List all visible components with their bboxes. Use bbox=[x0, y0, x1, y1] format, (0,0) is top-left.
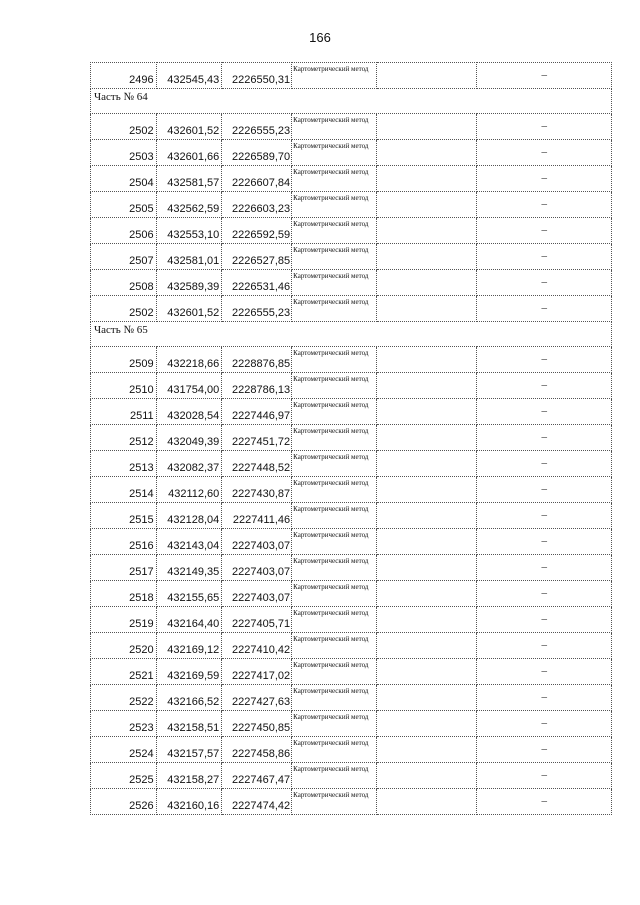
empty-cell bbox=[376, 763, 477, 789]
coordinates-table bbox=[90, 62, 612, 815]
dash-cell: – bbox=[477, 270, 612, 296]
point-number-cell: 2513 bbox=[91, 451, 157, 477]
x-coordinate-cell: 432601,52 bbox=[156, 114, 222, 140]
x-coordinate-cell: 432164,40 bbox=[156, 607, 222, 633]
y-coordinate-cell: 2227430,87 bbox=[222, 477, 292, 503]
x-coordinate-cell: 432149,35 bbox=[156, 555, 222, 581]
point-number-cell: 2504 bbox=[91, 166, 157, 192]
y-coordinate-cell: 2226550,31 bbox=[222, 63, 292, 89]
x-coordinate-cell: 432169,59 bbox=[156, 659, 222, 685]
dash-cell: – bbox=[477, 789, 612, 815]
empty-cell bbox=[376, 555, 477, 581]
method-cell: Картометрический метод bbox=[292, 711, 377, 737]
empty-cell bbox=[376, 218, 477, 244]
method-cell: Картометрический метод bbox=[292, 218, 377, 244]
method-cell: Картометрический метод bbox=[292, 244, 377, 270]
dash-cell: – bbox=[477, 529, 612, 555]
dash-cell: – bbox=[477, 114, 612, 140]
y-coordinate-cell: 2227450,85 bbox=[222, 711, 292, 737]
x-coordinate-cell: 432562,59 bbox=[156, 192, 222, 218]
x-coordinate-cell: 431754,00 bbox=[156, 373, 222, 399]
table-row bbox=[91, 711, 612, 737]
dash-cell: – bbox=[477, 451, 612, 477]
y-coordinate-cell: 2227451,72 bbox=[222, 425, 292, 451]
point-number-cell: 2510 bbox=[91, 373, 157, 399]
y-coordinate-cell: 2227467,47 bbox=[222, 763, 292, 789]
dash-cell: – bbox=[477, 711, 612, 737]
x-coordinate-cell: 432028,54 bbox=[156, 399, 222, 425]
x-coordinate-cell: 432553,10 bbox=[156, 218, 222, 244]
empty-cell bbox=[376, 607, 477, 633]
y-coordinate-cell: 2226603,23 bbox=[222, 192, 292, 218]
x-coordinate-cell: 432049,39 bbox=[156, 425, 222, 451]
point-number-cell: 2515 bbox=[91, 503, 157, 529]
method-cell: Картометрический метод bbox=[292, 347, 377, 373]
method-cell: Картометрический метод bbox=[292, 399, 377, 425]
y-coordinate-cell: 2228786,13 bbox=[222, 373, 292, 399]
empty-cell bbox=[376, 503, 477, 529]
method-cell: Картометрический метод bbox=[292, 140, 377, 166]
part-label: Часть № 64 bbox=[91, 89, 612, 114]
empty-cell bbox=[376, 789, 477, 815]
empty-cell bbox=[376, 399, 477, 425]
table-row bbox=[91, 114, 612, 140]
y-coordinate-cell: 2227405,71 bbox=[222, 607, 292, 633]
x-coordinate-cell: 432601,66 bbox=[156, 140, 222, 166]
x-coordinate-cell: 432581,57 bbox=[156, 166, 222, 192]
empty-cell bbox=[376, 425, 477, 451]
method-cell: Картометрический метод bbox=[292, 789, 377, 815]
table-row bbox=[91, 399, 612, 425]
table-row bbox=[91, 296, 612, 322]
dash-cell: – bbox=[477, 477, 612, 503]
point-number-cell: 2496 bbox=[91, 63, 157, 89]
page-number: 166 bbox=[309, 30, 331, 45]
empty-cell bbox=[376, 373, 477, 399]
method-cell: Картометрический метод bbox=[292, 296, 377, 322]
point-number-cell: 2503 bbox=[91, 140, 157, 166]
method-cell: Картометрический метод bbox=[292, 114, 377, 140]
x-coordinate-cell: 432082,37 bbox=[156, 451, 222, 477]
x-coordinate-cell: 432157,57 bbox=[156, 737, 222, 763]
point-number-cell: 2521 bbox=[91, 659, 157, 685]
y-coordinate-cell: 2226607,84 bbox=[222, 166, 292, 192]
method-cell: Картометрический метод bbox=[292, 192, 377, 218]
dash-cell: – bbox=[477, 373, 612, 399]
y-coordinate-cell: 2227458,86 bbox=[222, 737, 292, 763]
point-number-cell: 2511 bbox=[91, 399, 157, 425]
point-number-cell: 2516 bbox=[91, 529, 157, 555]
dash-cell: – bbox=[477, 763, 612, 789]
dash-cell: – bbox=[477, 140, 612, 166]
table-row bbox=[91, 607, 612, 633]
method-cell: Картометрический метод bbox=[292, 451, 377, 477]
dash-cell: – bbox=[477, 633, 612, 659]
y-coordinate-cell: 2227403,07 bbox=[222, 529, 292, 555]
x-coordinate-cell: 432112,60 bbox=[156, 477, 222, 503]
dash-cell: – bbox=[477, 218, 612, 244]
x-coordinate-cell: 432128,04 bbox=[156, 503, 222, 529]
empty-cell bbox=[376, 659, 477, 685]
empty-cell bbox=[376, 63, 477, 89]
point-number-cell: 2502 bbox=[91, 296, 157, 322]
table-row bbox=[91, 529, 612, 555]
dash-cell: – bbox=[477, 296, 612, 322]
method-cell: Картометрический метод bbox=[292, 477, 377, 503]
point-number-cell: 2512 bbox=[91, 425, 157, 451]
x-coordinate-cell: 432158,27 bbox=[156, 763, 222, 789]
y-coordinate-cell: 2226555,23 bbox=[222, 114, 292, 140]
dash-cell: – bbox=[477, 503, 612, 529]
coordinates-table-body bbox=[91, 63, 612, 815]
method-cell: Картометрический метод bbox=[292, 685, 377, 711]
table-row bbox=[91, 503, 612, 529]
table-row bbox=[91, 685, 612, 711]
method-cell: Картометрический метод bbox=[292, 659, 377, 685]
dash-cell: – bbox=[477, 347, 612, 373]
point-number-cell: 2514 bbox=[91, 477, 157, 503]
point-number-cell: 2524 bbox=[91, 737, 157, 763]
y-coordinate-cell: 2227410,42 bbox=[222, 633, 292, 659]
table-row bbox=[91, 555, 612, 581]
point-number-cell: 2520 bbox=[91, 633, 157, 659]
empty-cell bbox=[376, 737, 477, 763]
x-coordinate-cell: 432601,52 bbox=[156, 296, 222, 322]
empty-cell bbox=[376, 244, 477, 270]
table-row bbox=[91, 737, 612, 763]
table-row bbox=[91, 425, 612, 451]
dash-cell: – bbox=[477, 192, 612, 218]
dash-cell: – bbox=[477, 607, 612, 633]
method-cell: Картометрический метод bbox=[292, 166, 377, 192]
dash-cell: – bbox=[477, 555, 612, 581]
point-number-cell: 2509 bbox=[91, 347, 157, 373]
empty-cell bbox=[376, 529, 477, 555]
method-cell: Картометрический метод bbox=[292, 373, 377, 399]
point-number-cell: 2506 bbox=[91, 218, 157, 244]
method-cell: Картометрический метод bbox=[292, 581, 377, 607]
point-number-cell: 2518 bbox=[91, 581, 157, 607]
empty-cell bbox=[376, 711, 477, 737]
method-cell: Картометрический метод bbox=[292, 555, 377, 581]
x-coordinate-cell: 432143,04 bbox=[156, 529, 222, 555]
method-cell: Картометрический метод bbox=[292, 529, 377, 555]
point-number-cell: 2508 bbox=[91, 270, 157, 296]
y-coordinate-cell: 2228876,85 bbox=[222, 347, 292, 373]
empty-cell bbox=[376, 270, 477, 296]
empty-cell bbox=[376, 140, 477, 166]
dash-cell: – bbox=[477, 685, 612, 711]
point-number-cell: 2507 bbox=[91, 244, 157, 270]
table-row bbox=[91, 140, 612, 166]
empty-cell bbox=[376, 114, 477, 140]
method-cell: Картометрический метод bbox=[292, 270, 377, 296]
dash-cell: – bbox=[477, 244, 612, 270]
point-number-cell: 2523 bbox=[91, 711, 157, 737]
table-row bbox=[91, 763, 612, 789]
table-row bbox=[91, 373, 612, 399]
point-number-cell: 2526 bbox=[91, 789, 157, 815]
table-row bbox=[91, 347, 612, 373]
empty-cell bbox=[376, 477, 477, 503]
y-coordinate-cell: 2227403,07 bbox=[222, 581, 292, 607]
table-row bbox=[91, 192, 612, 218]
y-coordinate-cell: 2227448,52 bbox=[222, 451, 292, 477]
dash-cell: – bbox=[477, 581, 612, 607]
x-coordinate-cell: 432169,12 bbox=[156, 633, 222, 659]
point-number-cell: 2505 bbox=[91, 192, 157, 218]
empty-cell bbox=[376, 166, 477, 192]
method-cell: Картометрический метод bbox=[292, 63, 377, 89]
empty-cell bbox=[376, 296, 477, 322]
dash-cell: – bbox=[477, 737, 612, 763]
table-row bbox=[91, 244, 612, 270]
dash-cell: – bbox=[477, 659, 612, 685]
dash-cell: – bbox=[477, 166, 612, 192]
x-coordinate-cell: 432158,51 bbox=[156, 711, 222, 737]
method-cell: Картометрический метод bbox=[292, 633, 377, 659]
dash-cell: – bbox=[477, 63, 612, 89]
dash-cell: – bbox=[477, 425, 612, 451]
table-row bbox=[91, 63, 612, 89]
y-coordinate-cell: 2226592,59 bbox=[222, 218, 292, 244]
y-coordinate-cell: 2227474,42 bbox=[222, 789, 292, 815]
x-coordinate-cell: 432218,66 bbox=[156, 347, 222, 373]
method-cell: Картометрический метод bbox=[292, 737, 377, 763]
table-row bbox=[91, 789, 612, 815]
table-row bbox=[91, 218, 612, 244]
table-row bbox=[91, 451, 612, 477]
x-coordinate-cell: 432589,39 bbox=[156, 270, 222, 296]
y-coordinate-cell: 2226531,46 bbox=[222, 270, 292, 296]
table-row bbox=[91, 581, 612, 607]
empty-cell bbox=[376, 633, 477, 659]
empty-cell bbox=[376, 192, 477, 218]
table-row bbox=[91, 270, 612, 296]
y-coordinate-cell: 2227446,97 bbox=[222, 399, 292, 425]
table-row bbox=[91, 166, 612, 192]
x-coordinate-cell: 432155,65 bbox=[156, 581, 222, 607]
table-row bbox=[91, 633, 612, 659]
point-number-cell: 2522 bbox=[91, 685, 157, 711]
part-header-row bbox=[91, 322, 612, 347]
empty-cell bbox=[376, 347, 477, 373]
x-coordinate-cell: 432160,16 bbox=[156, 789, 222, 815]
y-coordinate-cell: 2226527,85 bbox=[222, 244, 292, 270]
y-coordinate-cell: 2226589,70 bbox=[222, 140, 292, 166]
x-coordinate-cell: 432545,43 bbox=[156, 63, 222, 89]
empty-cell bbox=[376, 451, 477, 477]
point-number-cell: 2519 bbox=[91, 607, 157, 633]
table-row bbox=[91, 659, 612, 685]
part-label: Часть № 65 bbox=[91, 322, 612, 347]
y-coordinate-cell: 2227411,46 bbox=[222, 503, 292, 529]
point-number-cell: 2502 bbox=[91, 114, 157, 140]
y-coordinate-cell: 2227427,63 bbox=[222, 685, 292, 711]
dash-cell: – bbox=[477, 399, 612, 425]
y-coordinate-cell: 2226555,23 bbox=[222, 296, 292, 322]
point-number-cell: 2517 bbox=[91, 555, 157, 581]
table-row bbox=[91, 477, 612, 503]
x-coordinate-cell: 432166,52 bbox=[156, 685, 222, 711]
method-cell: Картометрический метод bbox=[292, 607, 377, 633]
part-header-row bbox=[91, 89, 612, 114]
empty-cell bbox=[376, 581, 477, 607]
x-coordinate-cell: 432581,01 bbox=[156, 244, 222, 270]
method-cell: Картометрический метод bbox=[292, 425, 377, 451]
y-coordinate-cell: 2227403,07 bbox=[222, 555, 292, 581]
empty-cell bbox=[376, 685, 477, 711]
point-number-cell: 2525 bbox=[91, 763, 157, 789]
method-cell: Картометрический метод bbox=[292, 503, 377, 529]
method-cell: Картометрический метод bbox=[292, 763, 377, 789]
y-coordinate-cell: 2227417,02 bbox=[222, 659, 292, 685]
